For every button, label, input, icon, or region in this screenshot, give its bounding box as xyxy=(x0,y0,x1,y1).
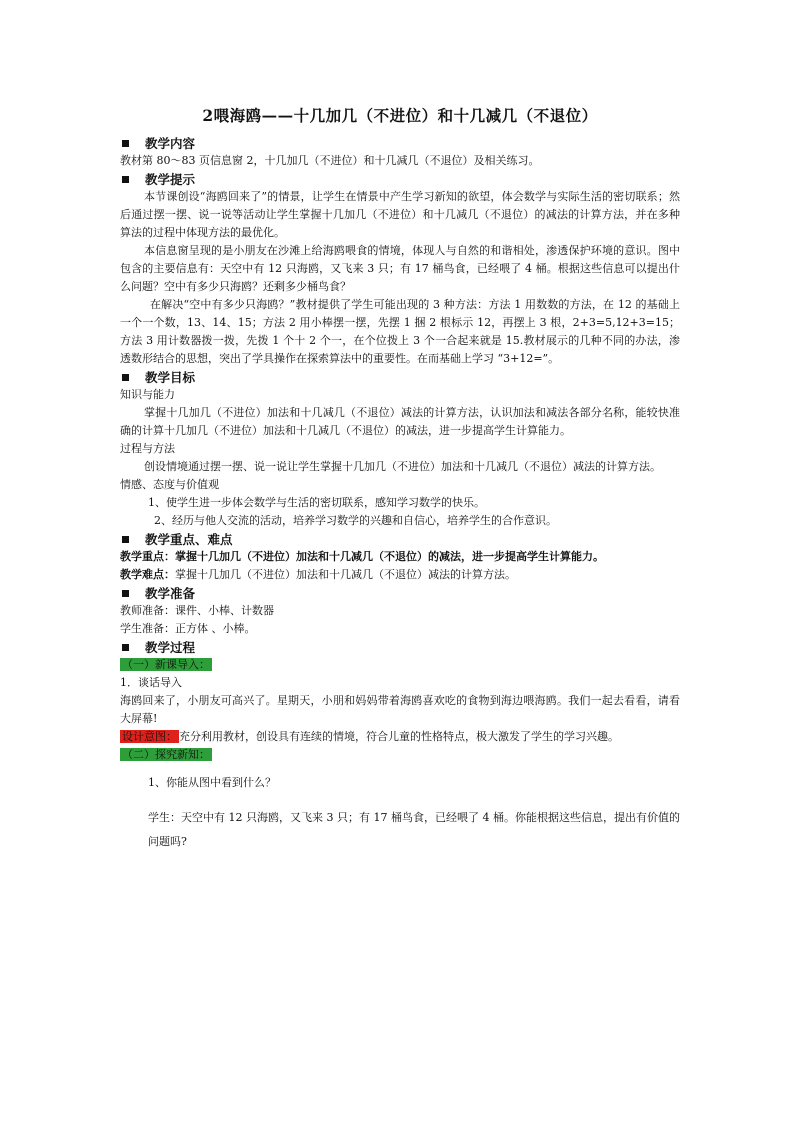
goal-item-2: 2、经历与他人交流的活动，培养学习数学的兴趣和自信心，培养学生的合作意识。 xyxy=(154,514,557,527)
process-step-1-row xyxy=(120,656,680,674)
bullet-square-icon xyxy=(122,590,129,597)
goal-label-process: 过程与方法 xyxy=(120,442,175,455)
step-tag-intro: （一）新课导入： xyxy=(122,658,210,671)
goal-item-1: 1、使学生进一步体会数学与生活的密切联系，感知学习数学的快乐。 xyxy=(148,496,485,509)
process-step-2-row xyxy=(120,746,680,764)
explore-answer: 学生：天空中有 12 只海鸥，又飞来 3 只；有 17 桶鸟食，已经喂了 4 桶。你能根据这些信息，提出有价值的问题吗? xyxy=(148,811,680,848)
heading-text: 教学目标 xyxy=(145,370,196,385)
bullet-square-icon xyxy=(122,176,129,183)
keypoint-paragraph xyxy=(120,548,680,566)
bullet-square-icon xyxy=(122,644,129,651)
student-preparation: 学生准备：正方体 、小棒。 xyxy=(120,622,256,635)
section-heading-keypoints xyxy=(120,530,680,548)
goal-paragraph-process: 创设情境通过摆一摆、说一说让学生掌握十几加几（不进位）加法和十几减几（不退位）减法的计算方法。 xyxy=(144,460,661,473)
hint-paragraph-3: 在解决“空中有多少只海鸥？”教材提供了学生可能出现的 3 种方法：方法 1 用数数的方法，在 12 的基础上一个一个数，13、14、15；方法 2 用小棒摆一摆，先摆 1 捆 2 根标示 12，再摆上 3 根，2+3=5,12+3=15；方法 3 用计数器拨一拨，先拨 1 个十 2 个一，在个位拨上 3 个一合起来就是 15.教材展示的几种不同的办法，渗透数形结合的思想，突出了学具操作在探索算法中的重要性。在而基础上学习 “3+12=”。 xyxy=(120,298,680,365)
goal-label-knowledge: 知识与能力 xyxy=(120,388,175,401)
section-heading-content xyxy=(120,134,680,152)
heading-text: 教学提示 xyxy=(145,172,196,187)
intro-paragraph: 海鸥回来了，小朋友可高兴了。星期天，小朋和妈妈带着海鸥喜欢吃的食物到海边喂海鸥。我们一起去看看，请看大屏幕! xyxy=(120,694,680,725)
hint-paragraph-1: 本节课创设“海鸥回来了”的情景，让学生在情景中产生学习新知的欲望，体会数学与实际生活的密切联系；然后通过摆一摆、说一说等活动让学生掌握十几加几（不进位）和十几减几（不退位）的减法的计算方法，并在多种算法的过程中体现方法的最优化。 xyxy=(120,190,680,239)
heading-text: 教学内容 xyxy=(145,136,196,151)
section-heading-goals xyxy=(120,368,680,386)
bullet-square-icon xyxy=(122,536,129,543)
intro-label: 1．谈话导入 xyxy=(120,676,182,689)
difficulty-text: 掌握十几加几（不进位）加法和十几减几（不退位）减法的计算方法。 xyxy=(175,568,516,581)
design-intent-tag: 设计意图： xyxy=(122,730,177,743)
section-heading-hints xyxy=(120,170,680,188)
heading-text: 教学重点、难点 xyxy=(145,532,233,547)
keypoint-text: 掌握十几加几（不进位）加法和十几减几（不退位）的减法，进一步提高学生计算能力。 xyxy=(175,550,604,563)
design-intent-paragraph xyxy=(120,728,680,746)
goal-label-attitude: 情感、态度与价值观 xyxy=(120,478,219,491)
bullet-square-icon xyxy=(122,374,129,381)
document-page xyxy=(120,104,680,854)
goal-paragraph-knowledge: 掌握十几加几（不进位）加法和十几减几（不退位）减法的计算方法，认识加法和减法各部分名称，能较快准确的计算十几加几（不进位）加法和十几减几（不退位）的减法，进一步提高学生计算能力。 xyxy=(120,406,680,437)
page-title: 2喂海鸥——十几加几（不进位）和十几减几（不退位） xyxy=(202,106,598,125)
section-heading-process xyxy=(120,638,680,656)
design-intent-text: 充分利用教材，创设具有连续的情境，符合儿童的性格特点，极大激发了学生的学习兴趣。 xyxy=(179,730,619,743)
section-heading-preparation xyxy=(120,584,680,602)
teacher-preparation: 教师准备：课件、小棒、计数器 xyxy=(120,604,274,617)
difficulty-label: 教学难点： xyxy=(120,568,175,581)
heading-text: 教学准备 xyxy=(145,586,196,601)
hint-paragraph-2: 本信息窗呈现的是小朋友在沙滩上给海鸥喂食的情境，体现人与自然的和谐相处，渗透保护环境的意识。图中包含的主要信息有：天空中有 12 只海鸥，又飞来 3 只；有 17 桶鸟食，已经喂了 4 桶。根据这些信息可以提出什么问题？空中有多少只海鸥？还剩多少桶鸟食？ xyxy=(120,244,680,293)
bullet-square-icon xyxy=(122,140,129,147)
step-tag-explore: （二）探究新知： xyxy=(122,748,210,761)
explore-question: 1、你能从图中看到什么？ xyxy=(148,776,276,789)
keypoint-label: 教学重点： xyxy=(120,550,175,563)
difficulty-paragraph xyxy=(120,566,680,584)
content-paragraph: 教材第 80～83 页信息窗 2，十几加几（不进位）和十几减几（不退位）及相关练习。 xyxy=(120,154,540,167)
heading-text: 教学过程 xyxy=(145,640,196,655)
